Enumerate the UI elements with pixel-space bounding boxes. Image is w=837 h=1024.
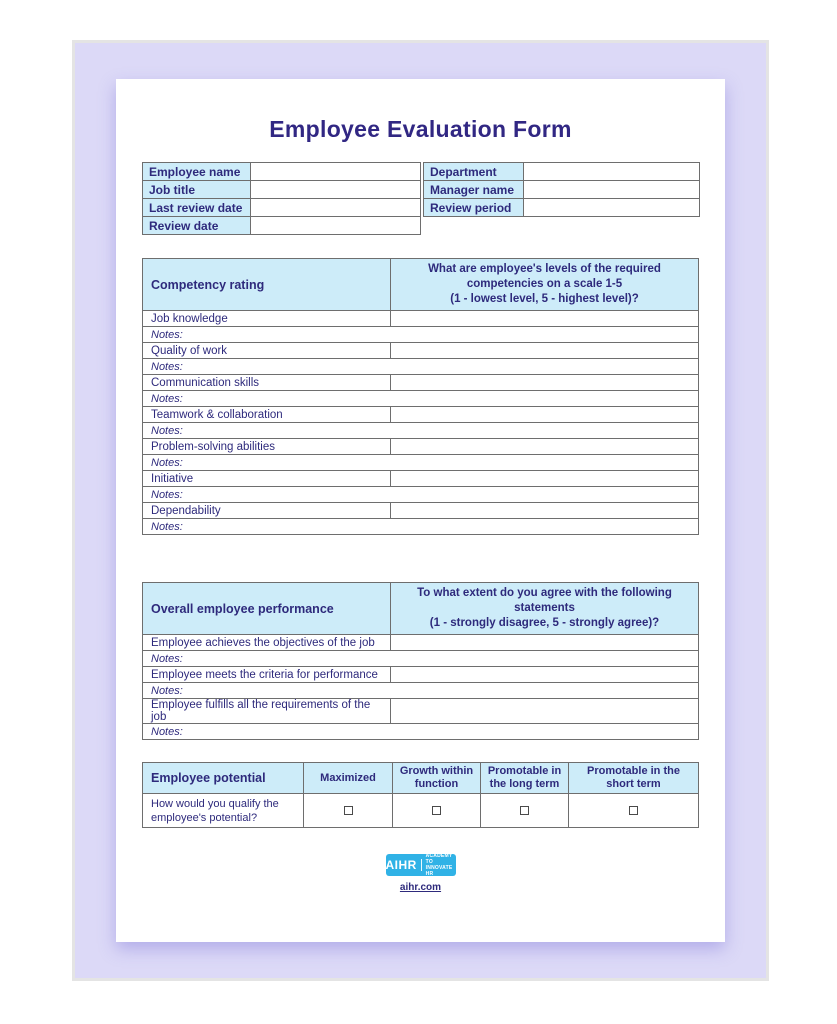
last-review-date-input-cell[interactable] [251, 199, 421, 217]
notes-cell[interactable]: Notes: [143, 391, 699, 407]
agreement-input-cell[interactable] [391, 635, 699, 651]
notes-cell[interactable]: Notes: [143, 359, 699, 375]
notes-row [143, 391, 699, 407]
checkbox-cell[interactable] [481, 794, 569, 828]
employee-potential-table [142, 762, 699, 828]
performance-statement: Employee meets the criteria for performance [143, 667, 391, 683]
competency-header-row [143, 259, 699, 311]
competency-label: Initiative [143, 471, 391, 487]
checkbox-promotable-short-term[interactable] [629, 806, 638, 815]
potential-answer-row [143, 794, 699, 828]
notes-cell[interactable]: Notes: [143, 327, 699, 343]
competency-row [143, 471, 699, 487]
notes-cell[interactable]: Notes: [143, 724, 699, 740]
department-input-cell[interactable] [524, 163, 700, 181]
notes-row [143, 455, 699, 471]
option-promotable-long-label: Promotable in the long term [481, 763, 569, 794]
notes-cell[interactable]: Notes: [143, 651, 699, 667]
potential-header-row [143, 763, 699, 794]
info-row [143, 199, 421, 217]
last-review-date-label: Last review date [143, 199, 251, 217]
competency-row [143, 343, 699, 359]
checkbox-growth-within-function[interactable] [432, 806, 441, 815]
notes-cell[interactable]: Notes: [143, 487, 699, 503]
rating-input-cell[interactable] [391, 439, 699, 455]
footer [116, 854, 725, 893]
rating-input-cell[interactable] [391, 311, 699, 327]
review-date-label: Review date [143, 217, 251, 235]
employee-name-input-cell[interactable] [251, 163, 421, 181]
rating-input-cell[interactable] [391, 471, 699, 487]
competency-label: Quality of work [143, 343, 391, 359]
competency-question: What are employee's levels of the required competencies on a scale 1-5 (1 - lowest level, 5 - highest level)? [391, 259, 699, 311]
info-row [143, 181, 421, 199]
info-row [424, 181, 700, 199]
competency-label: Communication skills [143, 375, 391, 391]
manager-name-label: Manager name [424, 181, 524, 199]
checkbox-promotable-long-term[interactable] [520, 806, 529, 815]
job-title-label: Job title [143, 181, 251, 199]
review-date-input-cell[interactable] [251, 217, 421, 235]
performance-row [143, 635, 699, 651]
logo-divider [421, 859, 422, 871]
notes-row [143, 487, 699, 503]
aihr-logo-tagline: ACADEMY TO INNOVATE HR [425, 853, 453, 877]
employee-name-label: Employee name [143, 163, 251, 181]
performance-row [143, 699, 699, 724]
info-row [424, 163, 700, 181]
notes-row [143, 359, 699, 375]
competency-row [143, 375, 699, 391]
notes-row [143, 423, 699, 439]
checkbox-cell[interactable] [569, 794, 699, 828]
potential-question: How would you qualify the employee's potential? [143, 794, 304, 828]
option-maximized-label: Maximized [304, 763, 393, 794]
performance-row [143, 667, 699, 683]
job-title-input-cell[interactable] [251, 181, 421, 199]
checkbox-cell[interactable] [393, 794, 481, 828]
competency-row [143, 311, 699, 327]
lavender-panel [72, 40, 769, 981]
option-promotable-short-label: Promotable in the short term [569, 763, 699, 794]
overall-performance-table [142, 582, 699, 740]
notes-cell[interactable]: Notes: [143, 519, 699, 535]
notes-cell[interactable]: Notes: [143, 455, 699, 471]
notes-row [143, 683, 699, 699]
competency-row [143, 503, 699, 519]
employee-info-table-left [142, 162, 421, 235]
employee-info-table-right [423, 162, 700, 217]
aihr-logo [386, 854, 456, 876]
competency-row [143, 439, 699, 455]
potential-section-title: Employee potential [143, 763, 304, 794]
notes-row [143, 519, 699, 535]
info-row [143, 163, 421, 181]
info-row [424, 199, 700, 217]
performance-header-row [143, 583, 699, 635]
option-growth-label: Growth within function [393, 763, 481, 794]
notes-row [143, 651, 699, 667]
performance-section-title: Overall employee performance [143, 583, 391, 635]
competency-label: Job knowledge [143, 311, 391, 327]
competency-row [143, 407, 699, 423]
rating-input-cell[interactable] [391, 343, 699, 359]
form-page [116, 79, 725, 942]
review-period-label: Review period [424, 199, 524, 217]
department-label: Department [424, 163, 524, 181]
performance-statement: Employee achieves the objectives of the job [143, 635, 391, 651]
competency-section-title: Competency rating [143, 259, 391, 311]
employee-info-section [142, 162, 698, 235]
info-row [143, 217, 421, 235]
notes-row [143, 724, 699, 740]
rating-input-cell[interactable] [391, 407, 699, 423]
rating-input-cell[interactable] [391, 375, 699, 391]
competency-rating-table [142, 258, 699, 535]
aihr-site-link[interactable]: aihr.com [399, 882, 442, 893]
agreement-input-cell[interactable] [391, 667, 699, 683]
notes-cell[interactable]: Notes: [143, 423, 699, 439]
rating-input-cell[interactable] [391, 503, 699, 519]
performance-statement: Employee fulfills all the requirements of the job [143, 699, 391, 724]
competency-label: Teamwork & collaboration [143, 407, 391, 423]
performance-question: To what extent do you agree with the following statements (1 - strongly disagree, 5 - strongly agree)? [391, 583, 699, 635]
competency-label: Dependability [143, 503, 391, 519]
notes-cell[interactable]: Notes: [143, 683, 699, 699]
manager-name-input-cell[interactable] [524, 181, 700, 199]
aihr-logo-text: AIHR [385, 858, 417, 872]
competency-label: Problem-solving abilities [143, 439, 391, 455]
checkbox-cell[interactable] [304, 794, 393, 828]
page-title: Employee Evaluation Form [269, 116, 572, 142]
agreement-input-cell[interactable] [391, 699, 699, 724]
checkbox-maximized[interactable] [344, 806, 353, 815]
review-period-input-cell[interactable] [524, 199, 700, 217]
notes-row [143, 327, 699, 343]
